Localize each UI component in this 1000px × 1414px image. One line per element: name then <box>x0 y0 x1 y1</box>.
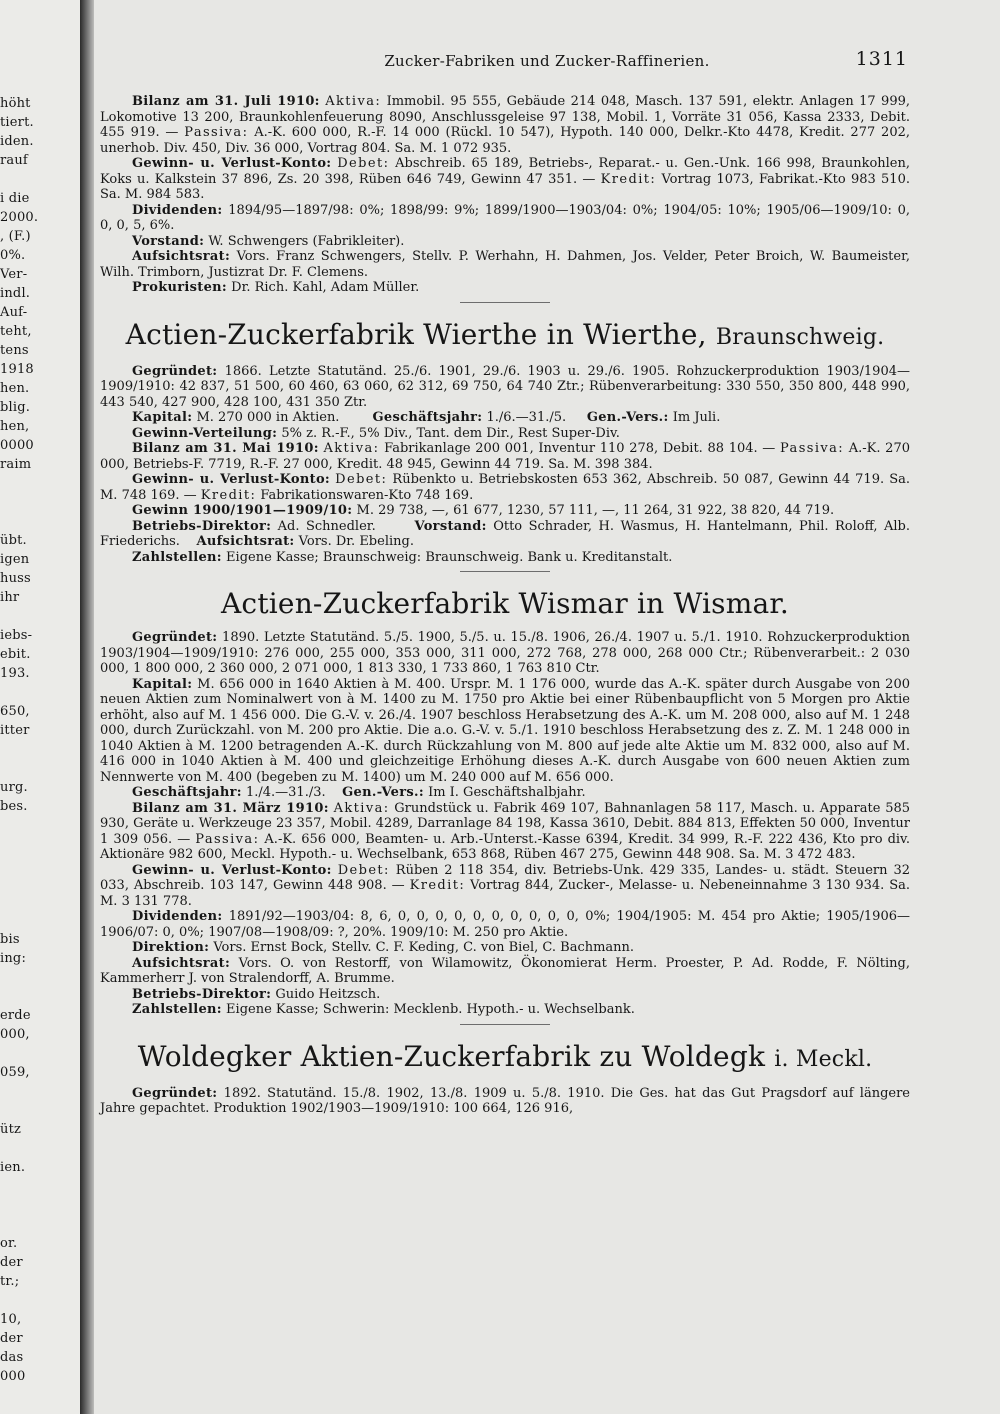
field-label: Geschäftsjahr: <box>132 785 242 800</box>
field-label: Gewinn- u. Verlust-Konto: <box>132 862 332 878</box>
edge-text-fragment: Auf- <box>0 305 28 320</box>
field-value: Rübenkto u. Betriebskosten 653 362, Abschreib. 50 087, Gewinn 44 719. Sa. M. 748 169. — <box>100 472 910 503</box>
field-value: Immobil. 95 555, Gebäude 214 048, Masch. 137 591, elektr. Anlagen 17 999, Lokomotive 13 200, Braunkohlenfeuerung 8090, Anschlussgeleise 97 138, Mobil. 1, Vorräte 31 056, Kassa 2333, Debit. 455 919. — <box>100 94 910 140</box>
field-value: Im Juli. <box>672 410 721 425</box>
field-label: Dividenden: <box>132 909 223 924</box>
supervisory-board-paragraph <box>100 249 910 280</box>
edge-text-fragment: tens <box>0 343 29 358</box>
field-value: A.-K. 600 000, R.-F. 14 000 (Rückl. 10 547), Hypoth. 140 000, Delkr.-Kto 4478, Kredit. 277 202, unerhob. Div. 450, Div. 36 000, Vortrag 804. Sa. M. 1 072 935. <box>100 125 911 156</box>
section-divider <box>460 571 550 572</box>
edge-text-fragment: das <box>0 1350 24 1365</box>
field-label: Bilanz am 31. März 1910: <box>132 800 329 816</box>
edge-text-fragment: 0%. <box>0 248 26 263</box>
edge-text-fragment: bes. <box>0 799 28 814</box>
authorized-signatories-paragraph <box>100 280 910 296</box>
field-value: Vors. Franz Schwengers, Stellv. P. Werhahn, H. Dahmen, Jos. Velder, Peter Broich, W. Baumeister, Wilh. Trimborn, Justizrat Dr. F. Clemens. <box>100 249 910 280</box>
field-value: Fabrikanlage 200 001, Inventur 110 278, Debit. 88 104. — <box>384 441 776 456</box>
field-value: Abschreib. 65 189, Betriebs-, Reparat.- u. Gen.-Unk. 166 998, Braunkohlen, Koks u. Kalkstein 37 896, Zs. 20 398, Rüben 646 749, Gewinn 47 351. — <box>100 156 911 187</box>
field-label: Zahlstellen: <box>132 549 222 565</box>
field-value: Eigene Kasse; Braunschweig: Braunschweig. Bank u. Kreditanstalt. <box>226 549 673 565</box>
edge-text-fragment: hen, <box>0 419 30 434</box>
page-number: 1311 <box>855 48 908 70</box>
paying-agents-paragraph <box>100 1002 910 1018</box>
kredit-label: Kredit: <box>409 878 466 893</box>
section-divider <box>460 302 550 303</box>
field-label: Gewinn 1900/1901—1909/10: <box>132 503 353 518</box>
founded-paragraph <box>100 1086 910 1117</box>
aktiva-label: Aktiva: <box>333 800 390 816</box>
board-paragraph <box>100 234 910 250</box>
edge-text-fragment: , (F.) <box>0 229 31 244</box>
running-title: Zucker-Fabriken und Zucker-Raffinerien. <box>384 52 710 70</box>
field-value: 1./4.—31./3. <box>245 785 326 800</box>
book-gutter <box>80 0 94 1414</box>
field-value: 1890. Letzte Statutänd. 5./5. 1900, 5./5. u. 15./8. 1906, 26./4. 1907 u. 5./1. 1910. Rohzuckerproduktion 1903/1904—1909/1910: 276 000, 255 000, 353 000, 311 000, 272 768, 278 000, 268 000 Ctr.; Rübenverarbeit.: 2 030 000, 1 800 000, 2 360 000, 2 071 000, 1 813 330, 1 733 860, 1 763 810 Ctr. <box>100 630 910 676</box>
field-value: 5% z. R.-F., 5% Div., Tant. dem Dir., Rest Super-Div. <box>281 425 620 441</box>
profit-history-paragraph <box>100 503 910 519</box>
debet-label: Debet: <box>337 156 390 171</box>
edge-text-fragment: 2000. <box>0 210 39 225</box>
edge-text-fragment: der <box>0 1331 23 1346</box>
directors-paragraph <box>100 940 910 956</box>
supervisory-board-paragraph <box>100 956 910 987</box>
section-heading <box>100 586 910 622</box>
edge-text-fragment: 000 <box>0 1369 26 1384</box>
edge-text-fragment: ien. <box>0 1160 26 1175</box>
field-value: Ad. Schnedler. <box>277 518 376 534</box>
field-label: Aufsichtsrat: <box>196 534 295 549</box>
edge-text-fragment: Ver- <box>0 267 28 282</box>
field-value: 1./6.—31./5. <box>486 410 567 425</box>
edge-text-fragment: i die <box>0 191 30 206</box>
field-label: Gegründet: <box>132 1085 218 1101</box>
field-value: Vortrag 1073, Fabrikat.-Kto 983 510. Sa. M. 984 583. <box>100 171 910 202</box>
founded-paragraph <box>100 364 910 411</box>
field-label: Kapital: <box>132 410 193 425</box>
edge-text-fragment: 0000 <box>0 438 34 453</box>
edge-text-fragment: tr.; <box>0 1274 20 1289</box>
field-value: A.-K. 270 000, Betriebs-F. 7719, R.-F. 27 000, Kredit. 48 945, Gewinn 44 719. Sa. M. 398 384. <box>100 441 910 472</box>
field-value: Vortrag 844, Zucker-, Melasse- u. Nebeneinnahme 3 130 934. Sa. M. 3 131 778. <box>100 878 910 909</box>
edge-text-fragment: ing: <box>0 951 27 966</box>
passiva-label: Passiva: <box>184 125 249 140</box>
edge-text-fragment: iden. <box>0 134 34 149</box>
aktiva-label: Aktiva: <box>325 94 382 109</box>
edge-text-fragment: ebit. <box>0 647 31 662</box>
field-value: Im I. Geschäftshalbjahr. <box>428 785 586 800</box>
edge-text-fragment: urg. <box>0 780 28 795</box>
edge-text-fragment: der <box>0 1255 23 1270</box>
company-name: Woldegker Aktien-Zuckerfabrik zu Woldegk <box>137 1039 766 1073</box>
passiva-label: Passiva: <box>195 831 260 847</box>
edge-text-fragment: teht, <box>0 324 32 339</box>
operations-director-paragraph <box>100 987 910 1003</box>
edge-text-fragment: iebs- <box>0 628 33 643</box>
page-text <box>100 94 910 1117</box>
edge-text-fragment: tiert. <box>0 115 34 130</box>
edge-text-fragment: übt. <box>0 533 27 548</box>
edge-text-fragment: hen. <box>0 381 30 396</box>
field-value: Dr. Rich. Kahl, Adam Müller. <box>231 280 420 295</box>
edge-text-fragment: 059, <box>0 1065 30 1080</box>
edge-text-fragment: huss <box>0 571 31 586</box>
running-header <box>94 48 1000 78</box>
section-divider <box>460 1024 550 1025</box>
edge-text-fragment: höht <box>0 96 31 111</box>
field-label: Gen.-Vers.: <box>342 785 424 800</box>
field-label: Betriebs-Direktor: <box>132 518 272 534</box>
field-value: Grundstück u. Fabrik 469 107, Bahnanlagen 58 117, Masch. u. Apparate 585 930, Geräte u. Werkzeuge 23 357, Mobil. 4289, Darranlage 84 198, Kassa 3610, Debit. 884 813, Effekten 50 000, Inventur 1 309 056. — <box>100 800 911 847</box>
profit-loss-paragraph <box>100 156 910 203</box>
edge-text-fragment: 650, <box>0 704 30 719</box>
company-name: Actien-Zuckerfabrik Wierthe in Wierthe, <box>125 317 707 351</box>
section-heading <box>100 317 910 356</box>
edge-text-fragment: ihr <box>0 590 20 605</box>
profit-distribution-paragraph <box>100 426 910 442</box>
field-value: Rüben 2 118 354, div. Betriebs-Unk. 429 335, Landes- u. städt. Steuern 32 033, Abschreib. 103 147, Gewinn 448 908. — <box>100 862 910 893</box>
field-value: Vors. O. von Restorff, von Wilamowitz, Ökonomierat Herm. Proester, P. Ad. Rodde, F. Nölting, Kammerherr J. von Stralendorff, A. Brumme. <box>100 955 910 986</box>
field-value: Vors. Dr. Ebeling. <box>298 534 414 549</box>
edge-text-fragment: ütz <box>0 1122 22 1137</box>
passiva-label: Passiva: <box>779 441 845 456</box>
field-label: Gen.-Vers.: <box>586 410 669 425</box>
field-label: Zahlstellen: <box>132 1002 222 1017</box>
edge-text-fragment: or. <box>0 1236 18 1251</box>
edge-text-fragment: igen <box>0 552 30 567</box>
dividends-paragraph <box>100 909 910 940</box>
edge-text-fragment: 193. <box>0 666 30 681</box>
edge-text-fragment: itter <box>0 723 30 738</box>
field-value: Eigene Kasse; Schwerin: Mecklenb. Hypoth.- u. Wechselbank. <box>226 1002 635 1017</box>
paying-agents-paragraph <box>100 550 910 566</box>
field-label: Direktion: <box>132 940 210 955</box>
field-label: Gewinn- u. Verlust-Konto: <box>132 156 332 171</box>
field-value: Vors. Ernst Bock, Stellv. C. F. Keding, C. von Biel, C. Bachmann. <box>213 940 635 955</box>
field-value: Otto Schrader, H. Wasmus, H. Hantelmann, Phil. Roloff, Alb. Friederichs. <box>100 518 910 549</box>
field-value: M. 656 000 in 1640 Aktien à M. 400. Urspr. M. 1 176 000, wurde das A.-K. später durch Ausgabe von 200 neuen Aktien zum Nominalwert von à M. 1400 zu M. 1750 pro Aktie bei einer Rübenbaupflicht von 5 Morgen pro Aktie erhöht, also auf M. 1 456 000. Die G.-V. v. 26./4. 1907 beschloss Herabsetzung des A.-K. um M. 208 000, also auf M. 1 248 000, durch Zurückzahl. von M. 200 pro Aktie. Die a.o. G.-V. v. 5./1. 1910 beschloss Herabsetzung des z. Z. M. 1 248 000 in 1040 Aktien à M. 1200 betragenden A.-K. durch Rückzahlung von M. 800 auf jede alte Aktie um M. 832 000, also auf M. 416 000 in 1040 Aktien à M. 400 und gleichzeitige Erhöhung dieses A.-K. durch Ausgabe von 600 neuen Aktien zum Nennwerte von M. 400 (begeben zu M. 1400) um M. 240 000 auf M. 656 000. <box>100 676 910 785</box>
field-label: Vorstand: <box>132 233 205 249</box>
field-value: 1892. Statutänd. 15./8. 1902, 13./8. 1909 u. 5./8. 1910. Die Ges. hat das Gut Pragsdorf auf längere Jahre gepachtet. Produktion 1902/1903—1909/1910: 100 664, 126 916, <box>100 1085 910 1116</box>
edge-text-fragment: blig. <box>0 400 31 415</box>
field-label: Gegründet: <box>132 630 218 645</box>
field-label: Vorstand: <box>414 518 487 534</box>
edge-text-fragment: indl. <box>0 286 31 301</box>
facing-page-edge <box>0 0 80 1414</box>
field-value: Guido Heitzsch. <box>275 986 381 1002</box>
founded-paragraph <box>100 630 910 677</box>
document-page <box>94 0 1000 1414</box>
debet-label: Debet: <box>335 472 388 487</box>
field-label: Betriebs-Direktor: <box>132 986 272 1002</box>
debet-label: Debet: <box>337 862 390 878</box>
balance-sheet-paragraph <box>100 801 910 863</box>
field-value: A.-K. 656 000, Beamten- u. Arb.-Unterst.-Kasse 6394, Kredit. 34 999, R.-F. 222 436, Kto pro div. Aktionäre 982 600, Meckl. Hypoth.- u. Wechselbank, 653 868, Rüben 467 275, Gewinn 448 908. Sa. M. 3 472 483. <box>100 831 910 862</box>
field-label: Gewinn-Verteilung: <box>132 425 278 441</box>
field-label: Aufsichtsrat: <box>132 249 231 264</box>
aktiva-label: Aktiva: <box>323 441 380 456</box>
capital-paragraph <box>100 410 910 426</box>
field-value: 1891/92—1903/04: 8, 6, 0, 0, 0, 0, 0, 0, 0, 0, 0, 0, 0%; 1904/1905: M. 454 pro Aktie; 1905/1906—1906/07: 0, 0%; 1907/08—1908/09: ?, 20%. 1909/10: M. 250 pro Aktie. <box>100 909 910 940</box>
field-label: Gewinn- u. Verlust-Konto: <box>132 472 331 487</box>
field-value: W. Schwengers (Fabrikleiter). <box>208 233 405 249</box>
company-name: Actien-Zuckerfabrik Wismar in Wismar. <box>221 587 789 620</box>
kredit-label: Kredit: <box>600 171 657 187</box>
edge-text-fragment: bis <box>0 932 20 947</box>
kredit-label: Kredit: <box>200 487 257 503</box>
field-label: Dividenden: <box>132 202 223 218</box>
section-heading <box>100 1039 910 1078</box>
field-value: Fabrikationswaren-Kto 748 169. <box>260 487 474 503</box>
edge-text-fragment: 1918 <box>0 362 34 377</box>
profit-loss-paragraph <box>100 863 910 910</box>
dividends-paragraph <box>100 203 910 234</box>
field-label: Gegründet: <box>132 363 218 379</box>
field-value: M. 270 000 in Aktien. <box>196 410 340 425</box>
capital-paragraph <box>100 677 910 786</box>
balance-sheet-paragraph <box>100 94 910 156</box>
field-value: 1894/95—1897/98: 0%; 1898/99: 9%; 1899/1900—1903/04: 0%; 1904/05: 10%; 1905/06—1909/10: 0, 0, 0, 5, 6%. <box>100 202 910 233</box>
balance-sheet-paragraph <box>100 441 910 472</box>
profit-loss-paragraph <box>100 472 910 503</box>
management-paragraph <box>100 519 910 550</box>
field-label: Aufsichtsrat: <box>132 955 231 971</box>
field-label: Bilanz am 31. Juli 1910: <box>132 94 320 109</box>
company-location: Braunschweig. <box>715 324 885 350</box>
edge-text-fragment: erde <box>0 1008 31 1023</box>
edge-text-fragment: 10, <box>0 1312 22 1327</box>
field-value: M. 29 738, —, 61 677, 1230, 57 111, —, 11 264, 31 922, 38 820, 44 719. <box>356 503 835 518</box>
fiscal-year-paragraph <box>100 785 910 801</box>
edge-text-fragment: rauf <box>0 153 28 168</box>
company-location: i. Meckl. <box>774 1046 873 1072</box>
field-value: 1866. Letzte Statutänd. 25./6. 1901, 29./6. 1903 u. 29./6. 1905. Rohzuckerproduktion 1903/1904—1909/1910: 42 837, 51 500, 60 460, 63 060, 62 312, 69 750, 64 740 Ztr.; Rübenverarbeitung: 330 550, 350 800, 448 990, 443 540, 427 900, 428 100, 431 350 Ztr. <box>100 363 910 410</box>
field-label: Bilanz am 31. Mai 1910: <box>132 441 319 456</box>
edge-text-fragment: 000, <box>0 1027 30 1042</box>
field-label: Prokuristen: <box>132 280 227 295</box>
edge-text-fragment: raim <box>0 457 32 472</box>
field-label: Kapital: <box>132 676 193 692</box>
field-label: Geschäftsjahr: <box>372 410 483 425</box>
